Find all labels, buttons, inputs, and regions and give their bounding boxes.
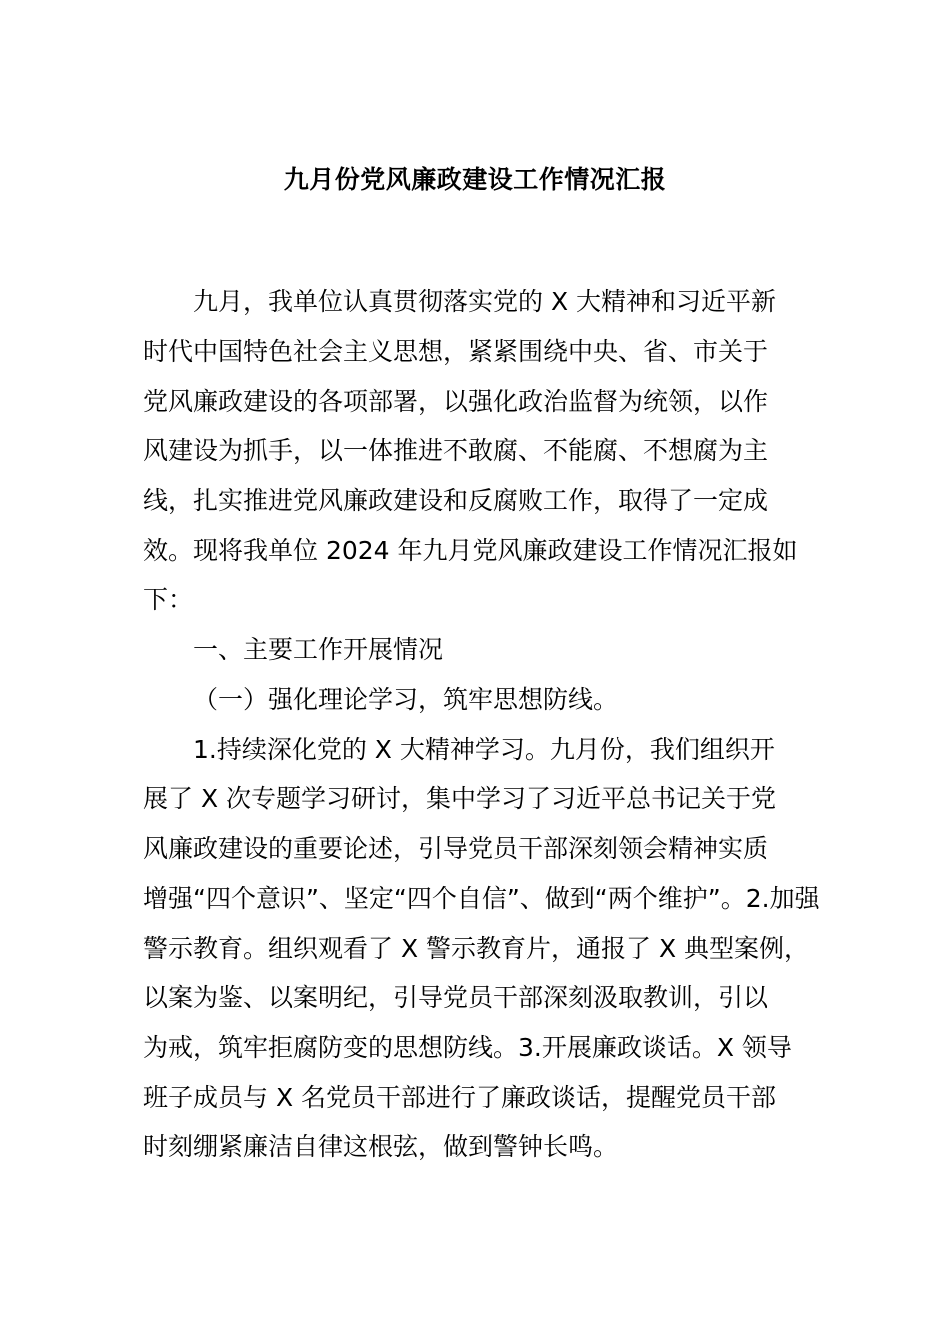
- para2-line6: 以案为鉴、以案明纪，引导党员干部深刻汲取教训，引以: [143, 983, 769, 1012]
- para1-line1: 九月，我单位认真贯彻落实党的 X 大精神和习近平新: [193, 287, 777, 316]
- subsection-heading: （一）强化理论学习，筑牢思想防线。: [193, 685, 619, 714]
- para1-line7: 下：: [143, 585, 194, 614]
- para2-line8: 班子成员与 X 名党员干部进行了廉政谈话，提醒党员干部: [143, 1083, 777, 1112]
- para2-line1: 1.持续深化党的 X 大精神学习。九月份，我们组织开: [193, 735, 775, 764]
- para2-line9: 时刻绷紧廉洁自律这根弦，做到警钟长鸣。: [143, 1132, 619, 1161]
- para2-line3: 风廉政建设的重要论述，引导党员干部深刻领会精神实质: [143, 834, 769, 863]
- para1-line6: 效。现将我单位 2024 年九月党风廉政建设工作情况汇报如: [143, 536, 798, 565]
- para1-line4: 风建设为抓手，以一体推进不敢腐、不能腐、不想腐为主: [143, 436, 769, 465]
- para1-line2: 时代中国特色社会主义思想，紧紧围绕中央、省、市关于: [143, 337, 769, 366]
- para2-line5: 警示教育。组织观看了 X 警示教育片，通报了 X 典型案例，: [143, 934, 810, 963]
- document-title: 九月份党风廉政建设工作情况汇报: [283, 165, 667, 194]
- para2-line4: 增强“四个意识”、坚定“四个自信”、做到“两个维护”。2.加强: [143, 884, 820, 913]
- para2-line7: 为戒，筑牢拒腐防变的思想防线。3.开展廉政谈话。X 领导: [143, 1033, 792, 1062]
- para2-line2: 展了 X 次专题学习研讨，集中学习了习近平总书记关于党: [143, 784, 777, 813]
- section-heading: 一、主要工作开展情况: [193, 635, 444, 664]
- para1-line3: 党风廉政建设的各项部署，以强化政治监督为统领，以作: [143, 387, 769, 416]
- para1-line5: 线，扎实推进党风廉政建设和反腐败工作，取得了一定成: [143, 486, 769, 515]
